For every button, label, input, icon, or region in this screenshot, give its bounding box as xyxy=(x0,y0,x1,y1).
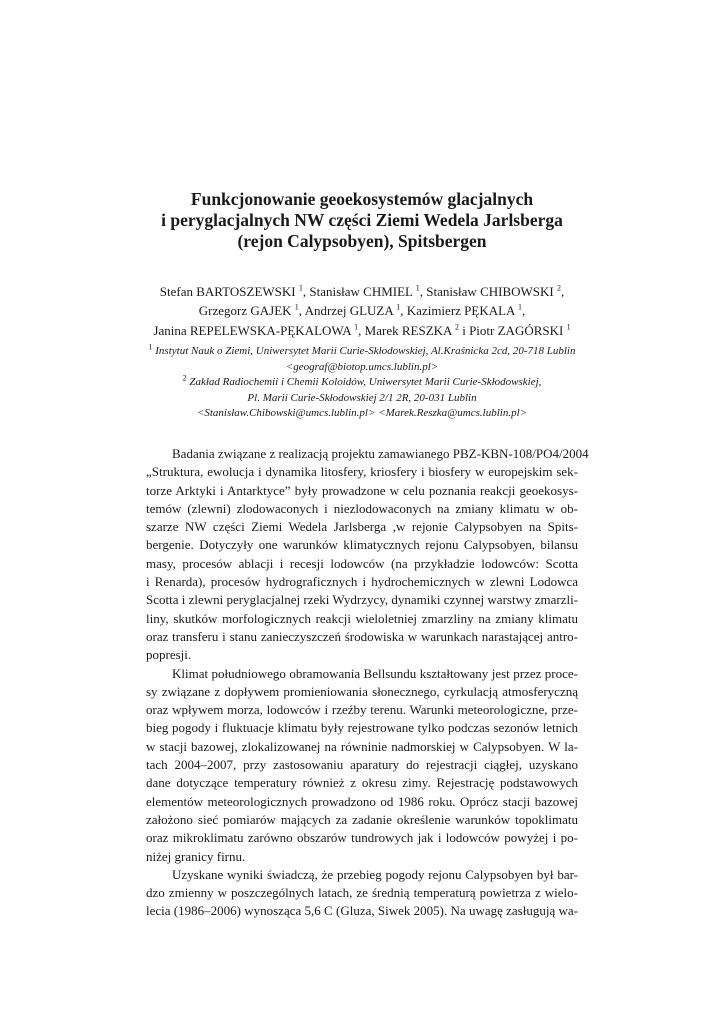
title-line: i peryglacjalnych NW części Ziemi Wedela Jarlsberga xyxy=(161,210,563,230)
body-line: dane dotyczące temperatury również z okresu zimy. Rejestrację podstawowych xyxy=(146,775,578,791)
author-affiliation-mark: 1 xyxy=(294,302,299,312)
body-line: oraz wpływem morza, lodowców i rzeźby terenu. Warunki meteorologiczne, prze- xyxy=(146,702,578,718)
title-line: Funkcjonowanie geoekosystemów glacjalnych xyxy=(190,189,534,209)
author-name: Stanisław CHMIEL xyxy=(309,284,413,299)
author-separator: , xyxy=(560,284,565,299)
affiliation-mark: 1 xyxy=(148,342,153,352)
affiliation-line xyxy=(100,344,624,360)
author-affiliation-mark: 2 xyxy=(454,322,459,332)
body-line: Uzyskane wyniki świadczą, że przebieg pogody rejonu Calypsobyen był bar- xyxy=(172,866,578,882)
body-line: Badania związane z realizacją projektu zamawianego PBZ-KBN-108/PO4/2004 xyxy=(172,446,589,461)
body-line: tach 2004–2007, przy zastosowaniu aparatury do rejestracji ciągłej, uzyskano xyxy=(146,757,578,773)
author-name: Marek RESZKA xyxy=(364,322,452,338)
body-line: niżej granicy firnu. xyxy=(146,848,246,864)
author-name: Kazimierz PĘKALA xyxy=(406,303,515,319)
body-line: sy związane z dopływem promieniowania słonecznego, cyrkulacją atmosferyczną xyxy=(146,683,578,699)
author-affiliation-mark: 2 xyxy=(556,283,561,293)
author-name: Stefan BARTOSZEWSKI xyxy=(159,284,296,299)
affiliation-mark: 2 xyxy=(182,373,187,383)
author-separator: i xyxy=(458,322,470,338)
body-line: torze Arktyki i Antarktyce” były prowadzone w celu poznania reakcji geoekosys- xyxy=(146,482,578,498)
author-affiliation-mark: 1 xyxy=(354,322,359,332)
body-line: bieg pogody i fluktuacje klimatu były rejestrowane tylko podczas sezonów letnich xyxy=(146,720,578,736)
author-affiliation-mark: 1 xyxy=(566,322,571,332)
author-separator: , xyxy=(400,303,407,319)
body-line: popresji. xyxy=(146,647,192,663)
author-name: Piotr ZAGÓRSKI xyxy=(469,322,564,338)
author-separator: , xyxy=(419,284,427,299)
body-line: założono sieć pomiarów mających za zadanie określenie warunków topoklimatu xyxy=(146,811,578,827)
body-line: Scotta i zlewni peryglacjalnej rzeki Wydrzycy, dynamiki czynnej warstwy zmarzli- xyxy=(146,592,579,608)
author-affiliation-mark: 1 xyxy=(517,302,522,312)
author-separator: , xyxy=(358,322,365,338)
author-separator: , xyxy=(298,303,305,319)
author-line xyxy=(100,321,624,340)
affiliation-email: <geograf@biotop.umcs.lublin.pl> xyxy=(285,360,439,373)
author-list xyxy=(100,282,624,340)
body-line: lecia (1986–2006) wynosząca 5,6 C (Gluza, Siwek 2005). Na uwagę zasługują wa- xyxy=(146,903,578,919)
author-affiliation-mark: 1 xyxy=(415,283,420,293)
affiliation-text: Instytut Nauk o Ziemi, Uniwersytet Marii Curie-Skłodowskiej, Al.Kraśnicka 2cd, 20-718 Lublin xyxy=(155,345,576,357)
body-line: „Struktura, ewolucja i dynamika litosfery, kriosfery i biosfery w europejskim sek- xyxy=(146,464,578,480)
body-line: szarze NW części Ziemi Wedela Jarlsberga ,w rejonie Calypsobyen na Spits- xyxy=(146,519,578,535)
body-line: temów (zlewni) zlodowaconych i niezlodowaconych na zmiany klimatu w ob- xyxy=(146,500,578,516)
author-affiliation-mark: 1 xyxy=(396,302,401,312)
body-line: Klimat południowego obramowania Bellsundu kształtowany jest przez proce- xyxy=(172,665,578,681)
body-line: w stacji bazowej, zlokalizowanej na równinie nadmorskiej w Calypsobyen. W la- xyxy=(146,738,578,754)
affiliation-1 xyxy=(100,344,624,375)
body-line: bergenie. Dotyczyły one warunków klimatycznych rejonu Calypsobyen, bilansu xyxy=(146,537,578,553)
affiliation-line: Pl. Marii Curie-Skłodowskiej 2/1 2R, 20-031 Lublin xyxy=(247,391,477,404)
author-name: Janina REPELEWSKA-PĘKALOWA xyxy=(153,322,351,338)
author-name: Andrzej GLUZA xyxy=(304,303,394,319)
affiliation-email: <Stanisław.Chibowski@umcs.lublin.pl> <Marek.Reszka@umcs.lublin.pl> xyxy=(196,407,528,419)
abstract-body xyxy=(146,445,589,921)
body-line: i Renarda), procesów hydrograficznych i hydrochemicznych w zlewni Lodowca xyxy=(146,574,578,590)
body-line: dzo zmienny w poszczególnych latach, ze średnią temperaturą powietrza z wielo- xyxy=(146,885,578,901)
author-name: Stanisław CHIBOWSKI xyxy=(426,284,554,299)
author-affiliation-mark: 1 xyxy=(298,283,303,293)
body-line: oraz transferu i stanu zanieczyszczeń środowiska w warunkach narastającej antro- xyxy=(146,628,578,644)
author-line xyxy=(100,301,624,320)
affiliation-2 xyxy=(100,375,624,422)
title-line: (rejon Calypsobyen), Spitsbergen xyxy=(237,231,487,251)
author-separator: , xyxy=(521,303,526,319)
author-line xyxy=(100,282,624,301)
author-name: Grzegorz GAJEK xyxy=(198,303,292,319)
affiliation-line xyxy=(100,375,624,391)
paper-title xyxy=(100,189,624,252)
body-line: oraz mikroklimatu zarówno obszarów tundrowych jak i lodowców powyżej i po- xyxy=(146,830,578,846)
body-line: masy, procesów ablacji i recesji lodowców (na przykładzie lodowców: Scotta xyxy=(146,555,578,571)
affiliation-text: Zakład Radiochemii i Chemii Koloidów, Uniwersytet Marii Curie-Skłodowskiej, xyxy=(189,376,542,388)
body-line: elementów meteorologicznych prowadzono od 1986 roku. Oprócz stacji bazowej xyxy=(146,793,578,809)
body-line: liny, skutków morfologicznych reakcji wieloletniej zmarzliny na zmiany klimatu xyxy=(146,610,578,626)
author-separator: , xyxy=(302,284,310,299)
